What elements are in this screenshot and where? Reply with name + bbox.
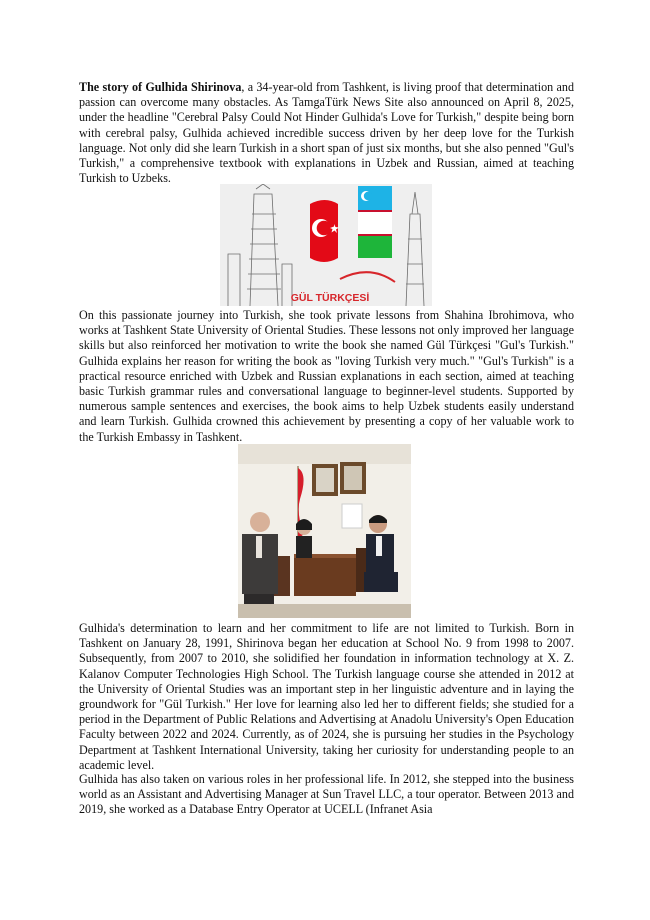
paragraph-journey — [79, 308, 574, 445]
embassy-photo-illustration — [238, 444, 411, 618]
paragraph-intro — [79, 80, 574, 186]
uzbek-flag — [358, 186, 392, 258]
embassy-photo — [238, 444, 411, 618]
paragraph-education — [79, 621, 574, 773]
career-text: Gulhida has also taken on various roles in her professional life. In 2012, she stepped into the business world as an Assistant and Advertising Manager at Sun Travel LLC, a tour operator. Between 2013 and 2019, she worked as a Database Entry Operator at UCELL (Infranet Asia — [79, 772, 574, 817]
intro-lead-bold: The story of Gulhida Shirinova — [79, 80, 242, 94]
book-cover-illustration — [220, 184, 432, 306]
book-cover-image — [220, 184, 432, 306]
turkish-flag — [310, 200, 339, 262]
education-text: Gulhida's determination to learn and her commitment to life are not limited to Turkish. Born in Tashkent on January 28, 1991, Shirinova began her education at School No. 9 from 1998 to 2007. Subsequently, from 2007 to 2010, she solidified her foundation in information technology at X. Z. Kalanov Computer Technologies High School. The Turkish language course she attended in 2012 at the University of Oriental Studies was an important step in her linguistic adventure and in laying the groundwork for "Gül Turkish." Her love for learning also led her to different fields; she studied for a period in the Department of Public Relations and Advertising at Anadolu University's Open Education Faculty between 2022 and 2024. Currently, as of 2024, she is pursuing her studies in the Psychology Department at Tashkent International University, taking her curiosity for understanding people to an academic level. — [79, 621, 574, 772]
paragraph-career — [79, 772, 574, 818]
journey-text: On this passionate journey into Turkish, she took private lessons from Shahina Ibrohimova, who works at Tashkent State University of Oriental Studies. These lessons not only improved her language skills but also reinforced her motivation to write the book she named Gül Türkçesi "Gul's Turkish." Gulhida explains her reason for writing the book as "loving Turkish very much." "Gul's Turkish" is a practical resource enriched with Uzbek and Russian explanations in each section, aimed at teaching basic Turkish grammar rules and conversational language to beginner-level students. Supported by numerous sample sentences and exercises, the book aims to help Uzbek students easily understand and learn Turkish. Gulhida crowned this achievement by presenting a copy of her valuable work to the Turkish Embassy in Tashkent. — [79, 308, 574, 444]
intro-text: , a 34-year-old from Tashkent, is living proof that determination and passion can overcome many obstacles. As TamgaTürk News Site also announced on April 8, 2025, under the headline "Cerebral Palsy Could Not Hinder Gulhida's Love for Turkish," despite being born with cerebral palsy, Gulhida achieved incredible success driven by her deep love for the Turkish language. Not only did she learn Turkish in a short span of just six months, but she also penned "Gul's Turkish," a comprehensive textbook with explanations in Uzbek and Russian, aimed at teaching Turkish to Uzbeks. — [79, 80, 574, 186]
book-title-text: GÜL TÜRKÇESİ — [290, 292, 370, 304]
